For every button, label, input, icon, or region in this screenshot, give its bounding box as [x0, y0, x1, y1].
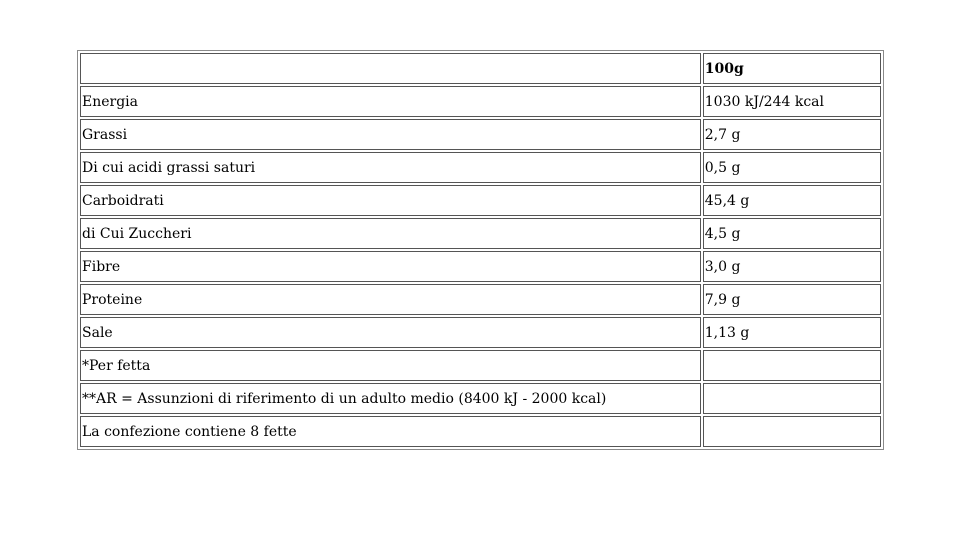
table-row: [80, 119, 881, 150]
table-row: [80, 218, 881, 249]
nutrient-label: Energia: [80, 86, 701, 117]
nutrient-value: 7,9 g: [703, 284, 881, 315]
table-row: [80, 185, 881, 216]
nutrient-value: 1,13 g: [703, 317, 881, 348]
nutrient-value: 4,5 g: [703, 218, 881, 249]
table-row: [80, 416, 881, 447]
table-row: [80, 284, 881, 315]
table-row: [80, 350, 881, 381]
note-label: **AR = Assunzioni di riferimento di un adulto medio (8400 kJ - 2000 kcal): [80, 383, 701, 414]
nutrient-label: Di cui acidi grassi saturi: [80, 152, 701, 183]
nutrient-value: 45,4 g: [703, 185, 881, 216]
note-value: [703, 383, 881, 414]
nutrient-label: di Cui Zuccheri: [80, 218, 701, 249]
nutrient-value: 3,0 g: [703, 251, 881, 282]
note-label: *Per fetta: [80, 350, 701, 381]
nutrient-label: Sale: [80, 317, 701, 348]
header-label-cell: [80, 53, 701, 84]
table-row: [80, 86, 881, 117]
note-value: [703, 350, 881, 381]
nutrient-value: 2,7 g: [703, 119, 881, 150]
table-row: [80, 152, 881, 183]
note-label: La confezione contiene 8 fette: [80, 416, 701, 447]
nutrition-table: [77, 50, 884, 450]
nutrient-label: Proteine: [80, 284, 701, 315]
table-row: [80, 317, 881, 348]
nutrient-label: Carboidrati: [80, 185, 701, 216]
nutrient-value: 0,5 g: [703, 152, 881, 183]
nutrient-value: 1030 kJ/244 kcal: [703, 86, 881, 117]
nutrient-label: Fibre: [80, 251, 701, 282]
note-value: [703, 416, 881, 447]
table-row: [80, 383, 881, 414]
table-row: [80, 251, 881, 282]
nutrient-label: Grassi: [80, 119, 701, 150]
table-header-row: [80, 53, 881, 84]
header-value-cell: 100g: [703, 53, 881, 84]
